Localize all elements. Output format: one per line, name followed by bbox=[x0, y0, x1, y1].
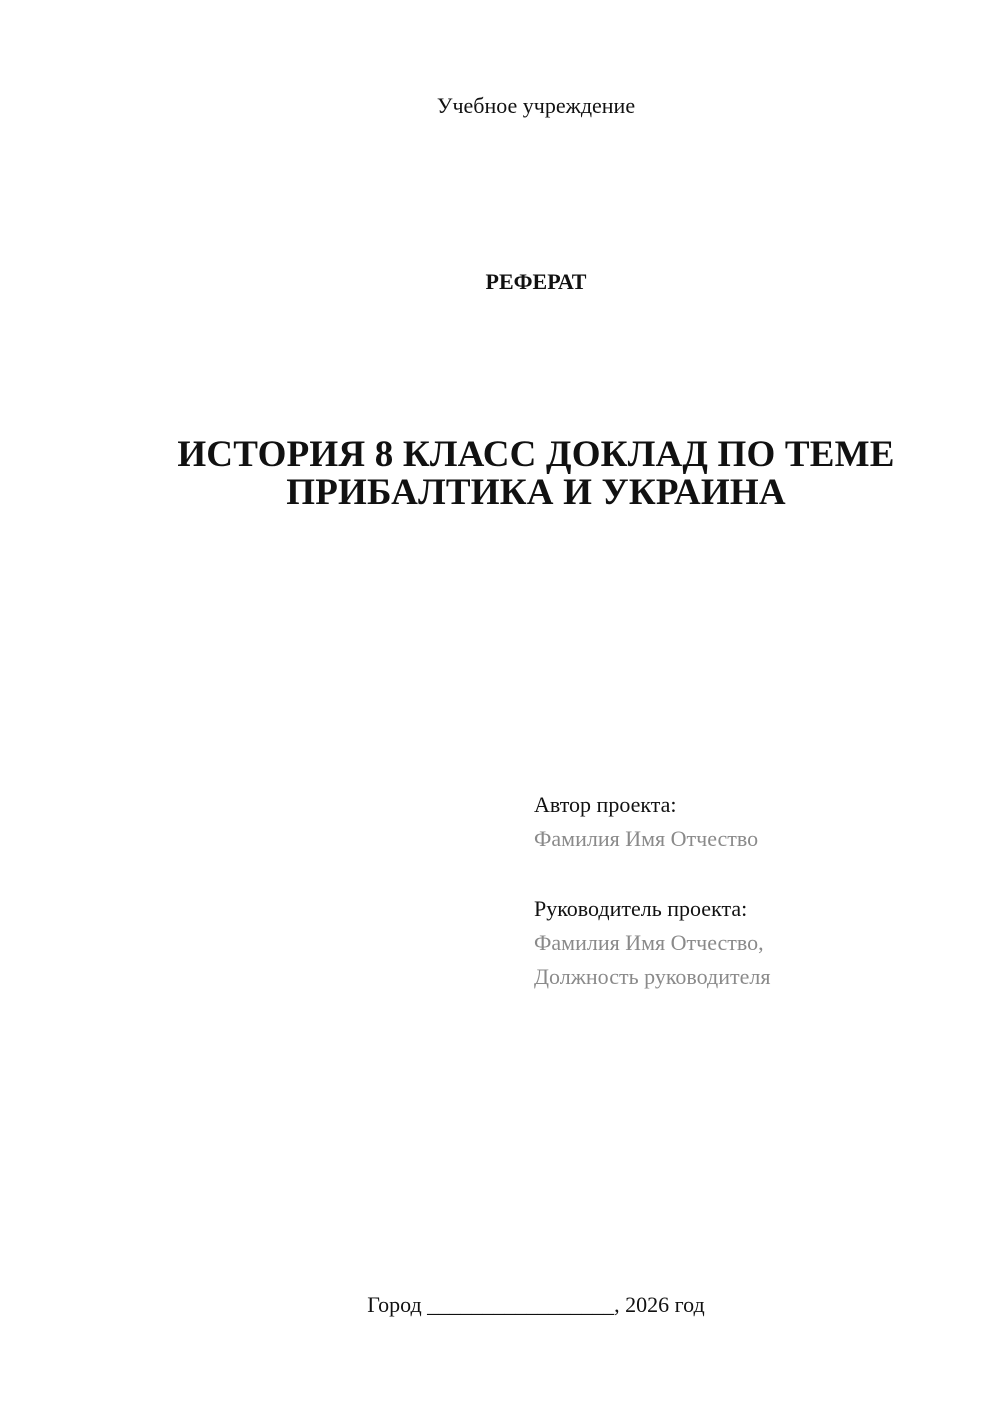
author-label: Автор проекта: bbox=[534, 792, 677, 817]
supervisor-label: Руководитель проекта: bbox=[534, 896, 748, 921]
city-year-line: Город _________________, 2026 год bbox=[367, 1292, 705, 1317]
supervisor-name: Фамилия Имя Отчество, bbox=[534, 930, 764, 955]
author-name: Фамилия Имя Отчество bbox=[534, 826, 759, 851]
document-type: РЕФЕРАТ bbox=[485, 269, 587, 294]
credits-spacer bbox=[534, 856, 974, 892]
institution-name: Учебное учреждение bbox=[436, 93, 636, 118]
project-credits bbox=[534, 788, 974, 994]
document-title-line-2: ПРИБАЛТИКА И УКРАИНА bbox=[286, 472, 786, 513]
document-title bbox=[150, 436, 922, 512]
supervisor-position: Должность руководителя bbox=[534, 964, 771, 989]
document-title-line-1: ИСТОРИЯ 8 КЛАСС ДОКЛАД ПО ТЕМЕ bbox=[177, 434, 895, 475]
